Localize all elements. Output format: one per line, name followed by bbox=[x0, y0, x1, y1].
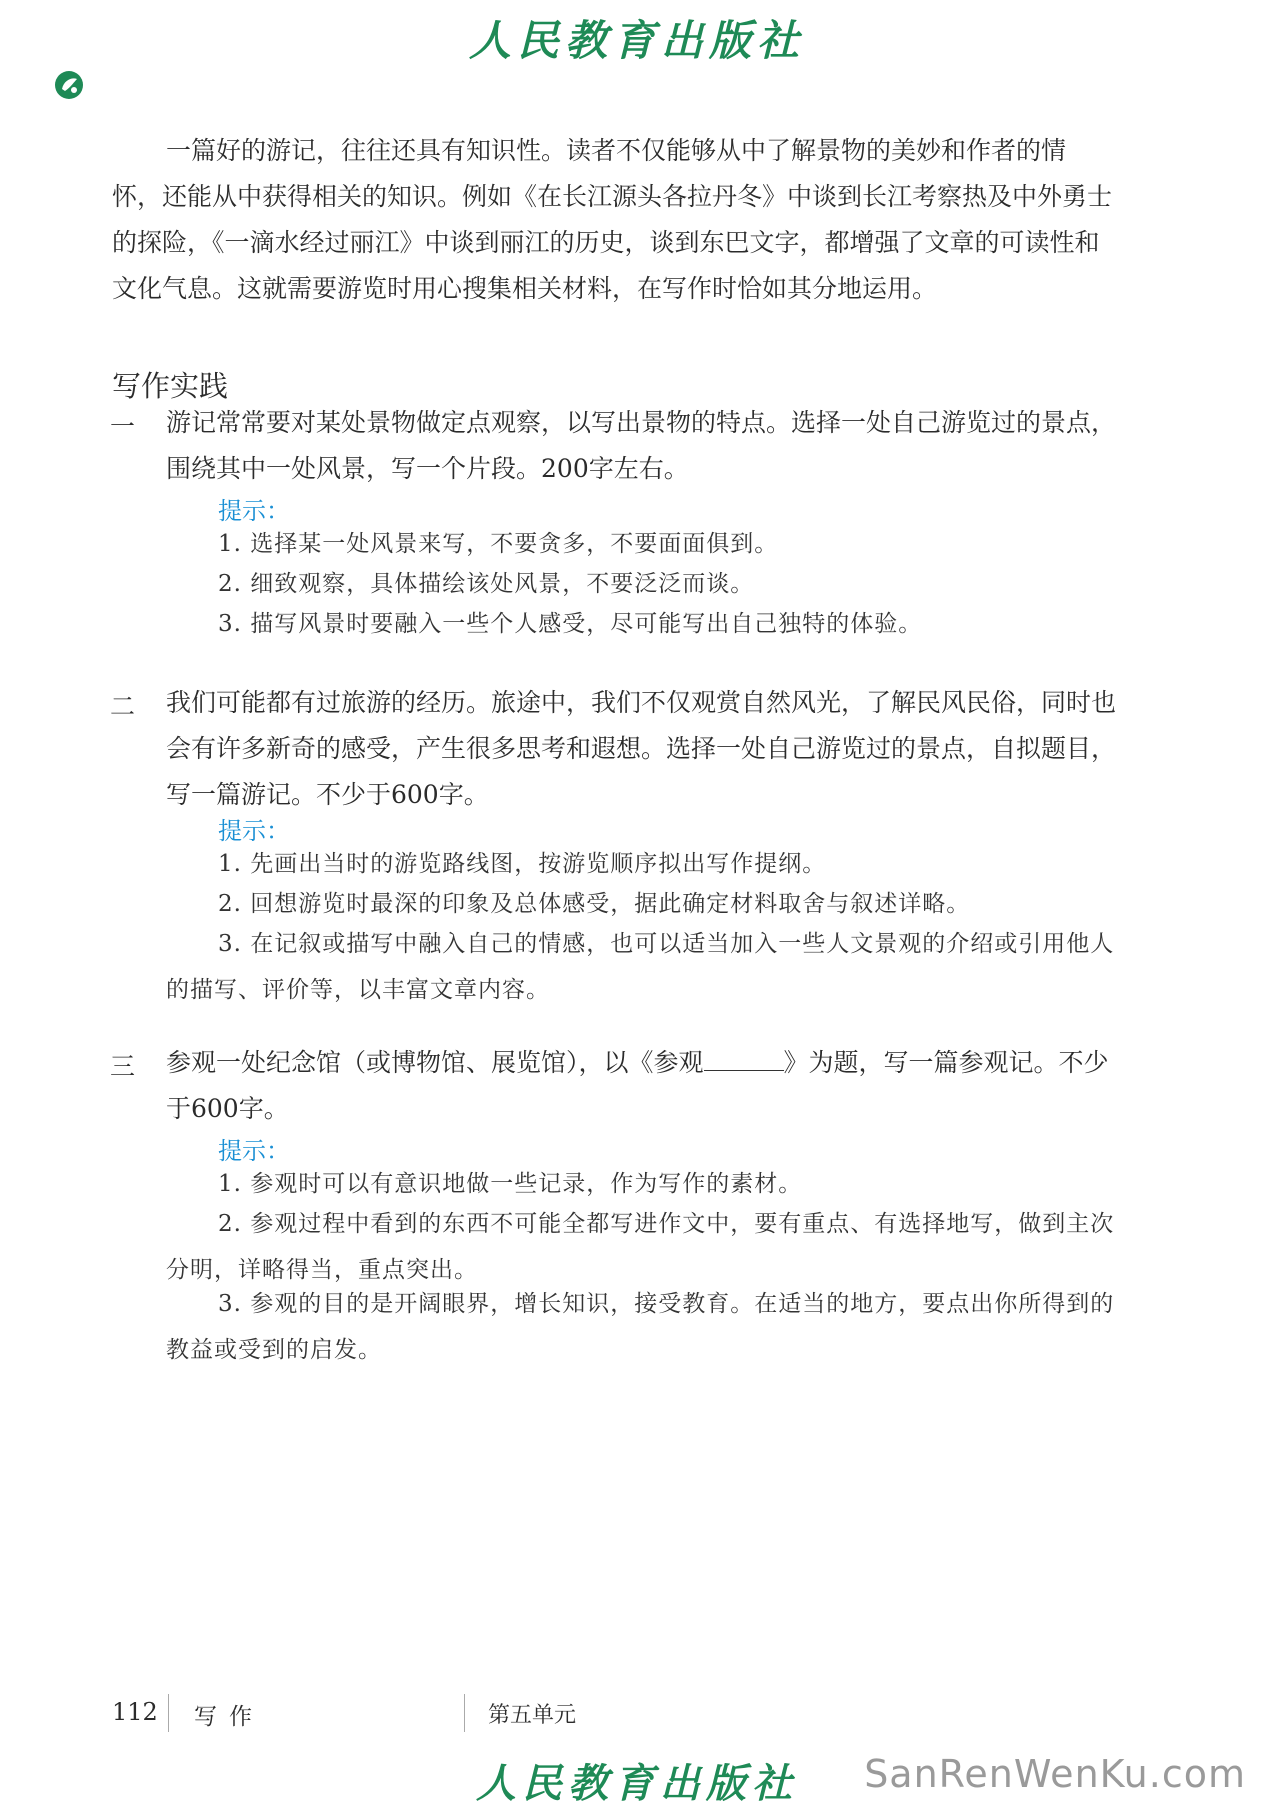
hint-label: 提示： bbox=[218, 1137, 290, 1165]
task-number: 一 bbox=[110, 412, 136, 441]
hint-item: 2. 回想游览时最深的印象及总体感受，据此确定材料取舍与叙述详略。 bbox=[218, 891, 971, 917]
footer-divider bbox=[464, 1694, 465, 1732]
site-watermark: SanRenWenKu.com bbox=[864, 1752, 1246, 1796]
task-text: 参观一处纪念馆（或博物馆、展览馆），以《参观 》为题，写一篇参观记。不少于600字。 bbox=[166, 1048, 1109, 1123]
page-number: 112 bbox=[112, 1698, 158, 1726]
hint-item: 1. 先画出当时的游览路线图，按游览顺序拟出写作提纲。 bbox=[218, 851, 827, 877]
footer-divider bbox=[168, 1694, 169, 1732]
hint-item: 1. 参观时可以有意识地做一些记录，作为写作的素材。 bbox=[218, 1171, 803, 1197]
hint-item: 2. 参观过程中看到的东西不可能全都写进作文中，要有重点、有选择地写，做到主次分明，详略得当，重点突出。 bbox=[166, 1211, 1115, 1283]
hint-label: 提示： bbox=[218, 817, 290, 845]
leaf-emblem-icon bbox=[54, 70, 84, 100]
section-title: 写作实践 bbox=[112, 369, 229, 403]
hint-item: 3. 在记叙或描写中融入自己的情感，也可以适当加入一些人文景观的介绍或引用他人的描写、评价等，以丰富文章内容。 bbox=[166, 931, 1115, 1003]
task-text: 我们可能都有过旅游的经历。旅途中，我们不仅观赏自然风光，了解民风民俗，同时也会有许多新奇的感受，产生很多思考和遐想。选择一处自己游览过的景点，自拟题目，写一篇游记。不少于600字。 bbox=[166, 688, 1117, 809]
footer-unit: 第五单元 bbox=[488, 1703, 577, 1728]
fill-in-blank bbox=[704, 1048, 784, 1071]
hint-item: 2. 细致观察，具体描绘该处风景，不要泛泛而谈。 bbox=[218, 571, 755, 597]
task-text: 游记常常要对某处景物做定点观察，以写出景物的特点。选择一处自己游览过的景点，围绕其中一处风景，写一个片段。200字左右。 bbox=[166, 408, 1117, 483]
hint-item: 3. 描写风景时要融入一些个人感受，尽可能写出自己独特的体验。 bbox=[218, 611, 923, 637]
hint-item: 1. 选择某一处风景来写，不要贪多，不要面面俱到。 bbox=[218, 531, 779, 557]
publisher-logo-top: 人民教育出版社 bbox=[468, 16, 805, 65]
task-number: 二 bbox=[110, 692, 136, 721]
task-number: 三 bbox=[110, 1052, 136, 1081]
hint-label: 提示： bbox=[218, 497, 290, 525]
intro-paragraph: 一篇好的游记，往往还具有知识性。读者不仅能够从中了解景物的美妙和作者的情怀，还能从中获得相关的知识。例如《在长江源头各拉丹冬》中谈到长江考察热及中外勇士的探险，《一滴水经过丽江》中谈到丽江的历史，谈到东巴文字，都增强了文章的可读性和文化气息。这就需要游览时用心搜集相关材料，在写作时恰如其分地运用。 bbox=[112, 136, 1113, 303]
footer-section: 写作 bbox=[194, 1704, 264, 1730]
hint-item: 3. 参观的目的是开阔眼界，增长知识，接受教育。在适当的地方，要点出你所得到的教益或受到的启发。 bbox=[166, 1291, 1115, 1363]
publisher-logo-bottom: 人民教育出版社 bbox=[476, 1760, 798, 1807]
